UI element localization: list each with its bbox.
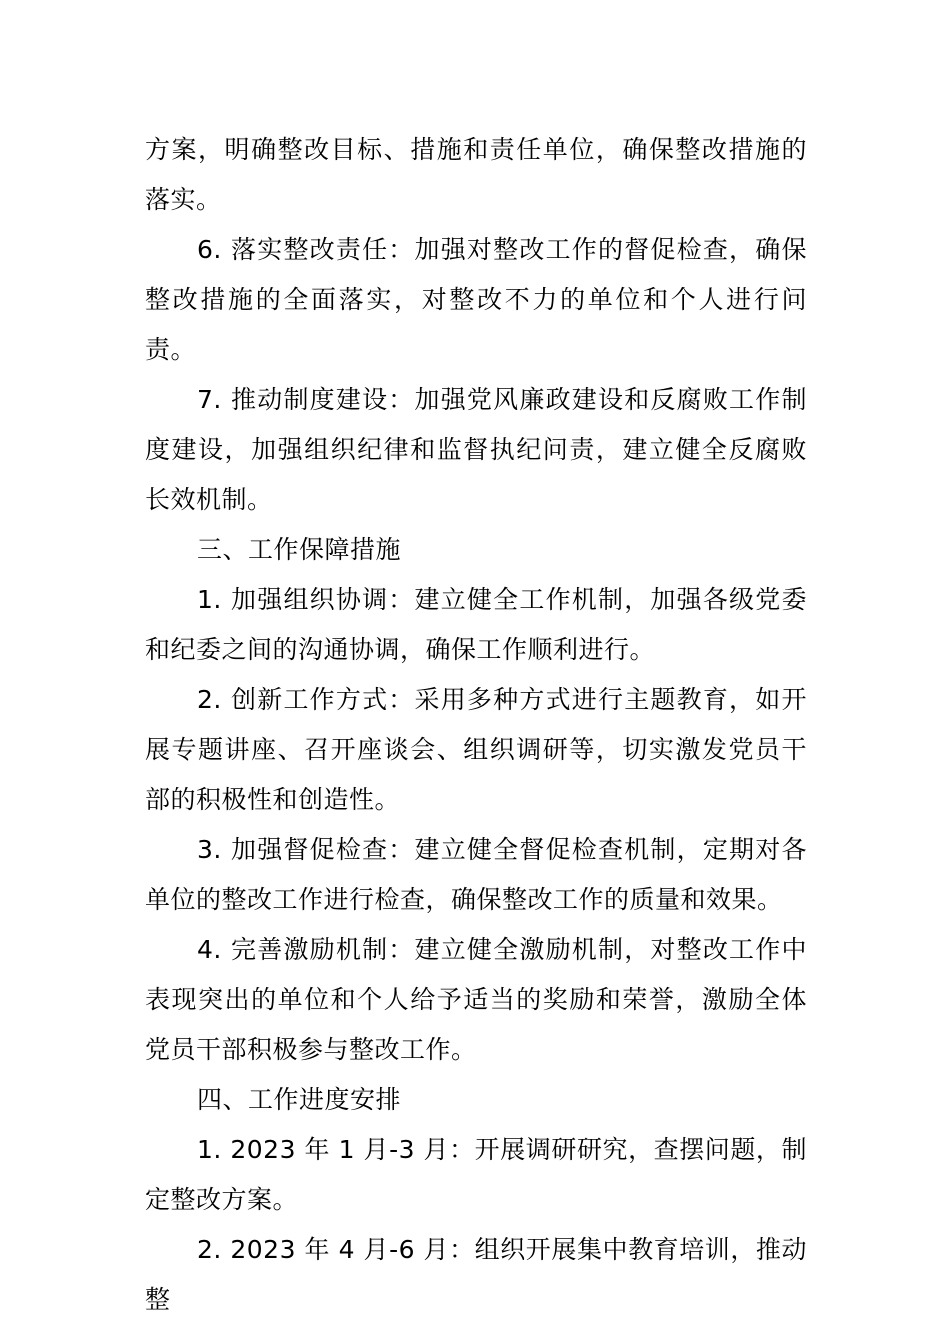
paragraph-measure-2: 2. 创新工作方式：采用多种方式进行主题教育，如开展专题讲座、召开座谈会、组织调研等，切实激发党员干部的积极性和创造性。 [145,685,807,814]
paragraph-schedule-1: 1. 2023 年 1 月-3 月：开展调研研究，查摆问题，制定整改方案。 [145,1135,807,1214]
paragraph-measure-1: 1. 加强组织协调：建立健全工作机制，加强各级党委和纪委之间的沟通协调，确保工作顺利进行。 [145,585,807,664]
section-heading-3: 三、工作保障措施 [197,535,402,564]
section-heading-4: 四、工作进度安排 [197,1085,402,1114]
paragraph-measure-4: 4. 完善激励机制：建立健全激励机制，对整改工作中表现突出的单位和个人给予适当的奖励和荣誉，激励全体党员干部积极参与整改工作。 [145,935,807,1064]
paragraph-item-6: 6. 落实整改责任：加强对整改工作的督促检查，确保整改措施的全面落实，对整改不力的单位和个人进行问责。 [145,235,807,364]
paragraph-continuation: 方案，明确整改目标、措施和责任单位，确保整改措施的落实。 [145,135,807,214]
paragraph-schedule-2: 2. 2023 年 4 月-6 月：组织开展集中教育培训，推动整 [145,1235,807,1314]
paragraph-item-7: 7. 推动制度建设：加强党风廉政建设和反腐败工作制度建设，加强组织纪律和监督执纪问责，建立健全反腐败长效机制。 [145,385,807,514]
paragraph-measure-3: 3. 加强督促检查：建立健全督促检查机制，定期对各单位的整改工作进行检查，确保整改工作的质量和效果。 [145,835,807,914]
document-body [145,125,807,1325]
